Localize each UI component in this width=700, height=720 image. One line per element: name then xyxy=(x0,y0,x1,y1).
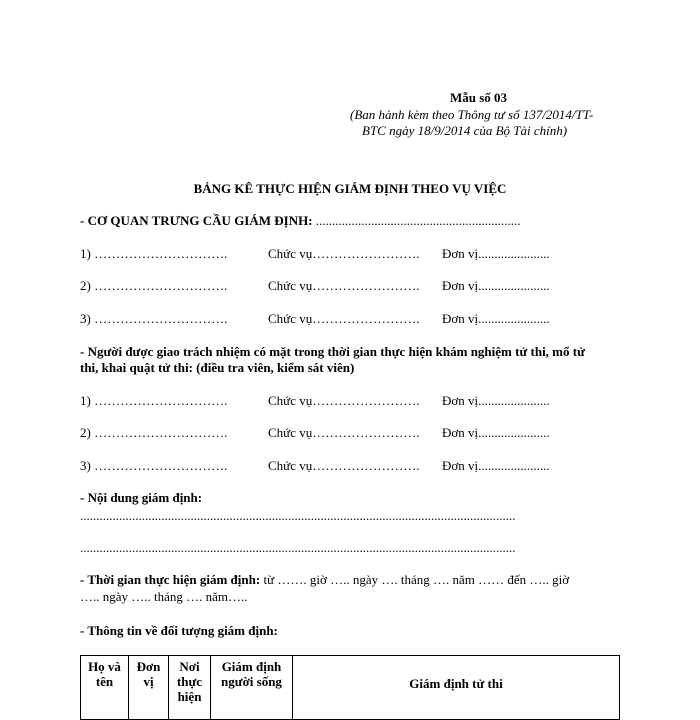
header-living: Giám định người sống xyxy=(211,656,293,720)
present-heading-line1: - Người được giao trách nhiệm có mặt trong thời gian thực hiện khám nghiệm tử thi, mổ tử xyxy=(80,344,585,359)
subject-table xyxy=(80,655,620,720)
document-title: BẢNG KÊ THỰC HIỆN GIÁM ĐỊNH THEO VỤ VIỆC xyxy=(193,181,507,196)
content-dots-line1: ...................................................................................................................................... xyxy=(80,508,516,523)
agency-label: - CƠ QUAN TRƯNG CẦU GIÁM ĐỊNH: xyxy=(80,213,313,228)
agency-row-1-unit: Đơn vị...................... xyxy=(442,246,550,261)
agency-row-2-position: Chức vụ……………………. xyxy=(268,278,420,293)
agency-row-3-position: Chức vụ……………………. xyxy=(268,311,420,326)
present-heading-line2: thi, khai quật tử thi: (điều tra viên, kiểm sát viên) xyxy=(80,360,355,375)
present-row-1-name: 1) …………………………. xyxy=(80,393,228,408)
present-row-3-position: Chức vụ……………………. xyxy=(268,458,420,473)
agency-row-1-name: 1) …………………………. xyxy=(80,246,228,261)
time-line2: ….. ngày ….. tháng …. năm….. xyxy=(80,589,248,604)
time-range-start: từ ……. giờ ….. ngày …. tháng …. năm …… đến ….. giờ xyxy=(260,572,570,587)
agency-row-3-name: 3) …………………………. xyxy=(80,311,228,326)
present-row-2-position: Chức vụ……………………. xyxy=(268,425,420,440)
present-row-2-unit: Đơn vị...................... xyxy=(442,425,550,440)
content-dots-line2: ...................................................................................................................................... xyxy=(80,540,516,555)
present-row-1-unit: Đơn vị...................... xyxy=(442,393,550,408)
present-row-3-name: 3) …………………………. xyxy=(80,458,228,473)
subject-label: - Thông tin về đối tượng giám định: xyxy=(80,623,278,638)
header-unit: Đơn vị xyxy=(129,656,169,720)
time-line1 xyxy=(80,572,569,588)
present-row-1-position: Chức vụ……………………. xyxy=(268,393,420,408)
header-corpse: Giám định tử thi xyxy=(293,656,620,720)
agency-row-2-name: 2) …………………………. xyxy=(80,278,228,293)
agency-row-1-position: Chức vụ……………………. xyxy=(268,246,420,261)
agency-line xyxy=(80,213,521,229)
header-name: Họ và tên xyxy=(81,656,129,720)
time-label: - Thời gian thực hiện giám định: xyxy=(80,572,261,587)
header-place: Nơi thực hiện xyxy=(169,656,211,720)
issued-note-line1: (Ban hành kèm theo Thông tư số 137/2014/TT- xyxy=(350,107,594,122)
form-number: Mẫu số 03 xyxy=(450,90,508,105)
agency-dots: ............................................................... xyxy=(312,213,521,228)
present-row-3-unit: Đơn vị...................... xyxy=(442,458,550,473)
content-label: - Nội dung giám định: xyxy=(80,490,203,505)
present-row-2-name: 2) …………………………. xyxy=(80,425,228,440)
agency-row-2-unit: Đơn vị...................... xyxy=(442,278,550,293)
agency-row-3-unit: Đơn vị...................... xyxy=(442,311,550,326)
issued-note-line2: BTC ngày 18/9/2014 của Bộ Tài chính) xyxy=(362,123,568,138)
